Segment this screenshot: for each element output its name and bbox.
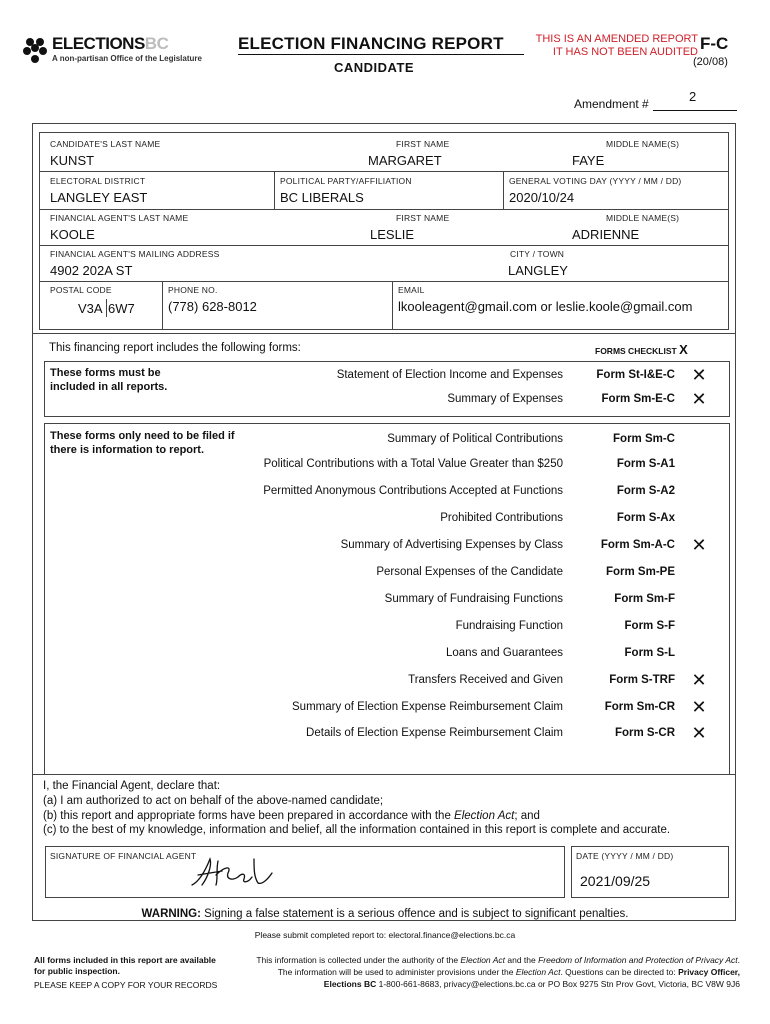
checklist-form-code: Form Sm-PE — [605, 566, 675, 578]
checklist-form-name: Details of Election Expense Reimbursement Claim — [306, 727, 563, 739]
checklist-form-code: Form Sm-F — [614, 593, 675, 605]
postal-code-label: POSTAL CODE — [50, 285, 112, 295]
district-field[interactable]: LANGLEY EAST — [50, 190, 148, 205]
agent-city-field[interactable]: LANGLEY — [508, 263, 568, 278]
candidate-last-name-label: CANDIDATE'S LAST NAME — [50, 139, 161, 149]
date-box[interactable] — [571, 846, 729, 898]
checklist-form-code: Form Sm-C — [613, 433, 675, 445]
agent-address-field[interactable]: 4902 202A ST — [50, 263, 133, 278]
voting-day-label: GENERAL VOTING DAY (YYYY / MM / DD) — [509, 176, 682, 186]
checklist-form-code: Form S-A2 — [616, 485, 675, 497]
logo-wordmark: ELECTIONSBC — [52, 34, 169, 53]
candidate-first-name-label: FIRST NAME — [396, 139, 450, 149]
agent-last-name-label: FINANCIAL AGENT'S LAST NAME — [50, 213, 189, 223]
logo-emblem-icon — [22, 36, 48, 64]
forms-checklist-header: FORMS CHECKLIST X — [595, 342, 688, 357]
declaration-intro: I, the Financial Agent, declare that: — [43, 780, 221, 792]
postal-code-part2[interactable]: 6W7 — [108, 301, 135, 316]
checklist-form-name: Fundraising Function — [455, 620, 563, 632]
signature-image — [188, 855, 278, 891]
agent-last-name-field[interactable]: KOOLE — [50, 227, 95, 242]
email-label: EMAIL — [398, 285, 425, 295]
checklist-form-name: Summary of Political Contributions — [387, 433, 563, 445]
report-frame — [32, 123, 736, 921]
declaration-b: (b) this report and appropriate forms have been prepared in accordance with the Election Act; and — [43, 810, 540, 822]
phone-field[interactable]: (778) 628-8012 — [168, 299, 257, 314]
phone-label: PHONE NO. — [168, 285, 218, 295]
postal-code-part1[interactable]: V3A — [78, 301, 103, 316]
amendment-label: Amendment # — [574, 97, 649, 111]
candidate-agent-section — [39, 132, 729, 330]
voting-day-field[interactable]: 2020/10/24 — [509, 190, 575, 205]
checklist-form-code: Form S-Ax — [616, 512, 675, 524]
date-field[interactable]: 2021/09/25 — [580, 873, 651, 889]
declaration-c: (c) to the best of my knowledge, information and belief, all the information contained in this report is complete and accurate. — [43, 824, 671, 836]
amended-notice: THIS IS AN AMENDED REPORT IT HAS NOT BEEN AUDITED — [535, 33, 698, 58]
checklist-form-name: Transfers Received and Given — [408, 674, 563, 686]
checklist-checkbox[interactable]: ✕ — [691, 365, 707, 385]
checklist-form-code: Form S-L — [624, 647, 675, 659]
footer-keep-copy: PLEASE KEEP A COPY FOR YOUR RECORDS — [34, 980, 218, 990]
amendment-field-line — [653, 110, 737, 111]
checklist-form-code: Form St-I&E-C — [596, 369, 675, 381]
amendment-field[interactable]: 2 — [689, 89, 697, 104]
checklist-form-name: Summary of Election Expense Reimbursement Claim — [292, 701, 563, 713]
signature-label: SIGNATURE OF FINANCIAL AGENT — [50, 851, 197, 861]
checklist-form-code: Form S-CR — [614, 727, 675, 739]
checklist-form-name: Permitted Anonymous Contributions Accepted at Functions — [263, 485, 563, 497]
checklist-form-name: Prohibited Contributions — [440, 512, 563, 524]
title-underline — [238, 54, 524, 55]
email-field[interactable]: lkooleagent@gmail.com or leslie.koole@gmail.com — [398, 299, 693, 314]
form-code: F-C — [700, 34, 729, 53]
checklist-intro: This financing report includes the following forms: — [49, 342, 301, 354]
agent-middle-name-field[interactable]: ADRIENNE — [572, 227, 640, 242]
submit-instructions: Please submit completed report to: electoral.finance@elections.bc.ca — [254, 930, 516, 940]
checklist-form-code: Form S-A1 — [616, 458, 675, 470]
checklist-form-name: Political Contributions with a Total Value Greater than $250 — [263, 458, 563, 470]
checklist-form-code: Form S-F — [624, 620, 675, 632]
form-version: (20/08) — [693, 56, 728, 68]
candidate-first-name-field[interactable]: MARGARET — [368, 153, 442, 168]
logo-tagline: A non-partisan Office of the Legislature — [52, 54, 202, 63]
optional-forms-note: These forms only need to be filed if there is information to report. — [50, 430, 235, 456]
declaration-a: (a) I am authorized to act on behalf of the above-named candidate; — [43, 795, 384, 807]
checklist-checkbox[interactable]: ✕ — [691, 670, 707, 690]
agent-first-name-field[interactable]: LESLIE — [370, 227, 415, 242]
candidate-middle-name-label: MIDDLE NAME(S) — [606, 139, 680, 149]
page-subtitle: CANDIDATE — [334, 60, 415, 75]
checklist-checkbox[interactable]: ✕ — [691, 723, 707, 743]
checklist-form-code: Form Sm-CR — [604, 701, 675, 713]
checklist-checkbox[interactable]: ✕ — [691, 389, 707, 409]
checklist-form-name: Personal Expenses of the Candidate — [376, 566, 563, 578]
candidate-middle-name-field[interactable]: FAYE — [572, 153, 605, 168]
privacy-notice-line2: The information will be used to administer provisions under the Election Act. Questions can be directed to: Privacy Officer, — [277, 967, 740, 977]
privacy-notice-line1: This information is collected under the authority of the Election Act and the Freedom of Information and Protection of Privacy Act. — [256, 955, 740, 965]
required-forms-note: These forms must be included in all reports. — [50, 367, 168, 393]
agent-middle-name-label: MIDDLE NAME(S) — [606, 213, 680, 223]
checklist-form-name: Loans and Guarantees — [445, 647, 563, 659]
signature-box[interactable] — [45, 846, 565, 898]
candidate-last-name-field[interactable]: KUNST — [50, 153, 95, 168]
footer-public-line2: for public inspection. — [34, 966, 120, 976]
checklist-form-name: Summary of Expenses — [447, 393, 563, 405]
district-label: ELECTORAL DISTRICT — [50, 176, 146, 186]
checklist-form-code: Form S-TRF — [609, 674, 675, 686]
checklist-checkbox[interactable]: ✕ — [691, 535, 707, 555]
privacy-notice-line3: Elections BC 1-800-661-8683, privacy@elections.bc.ca or PO Box 9275 Stn Prov Govt, Victoria, BC V8W 9J6 — [323, 979, 740, 989]
party-label: POLITICAL PARTY/AFFILIATION — [280, 176, 412, 186]
elections-bc-logo — [22, 34, 222, 74]
checklist-form-code: Form Sm-A-C — [600, 539, 675, 551]
checklist-form-name: Summary of Advertising Expenses by Class — [340, 539, 563, 551]
date-label: DATE (YYYY / MM / DD) — [576, 851, 674, 861]
warning-text: WARNING: Signing a false statement is a serious offence and is subject to significant penalties. — [141, 908, 629, 920]
checklist-form-name: Statement of Election Income and Expenses — [336, 369, 563, 381]
footer-public-line1: All forms included in this report are available — [34, 955, 216, 965]
checklist-form-code: Form Sm-E-C — [601, 393, 675, 405]
agent-first-name-label: FIRST NAME — [396, 213, 450, 223]
checklist-form-name: Summary of Fundraising Functions — [384, 593, 563, 605]
page-title: ELECTION FINANCING REPORT — [238, 34, 504, 53]
checklist-checkbox[interactable]: ✕ — [691, 697, 707, 717]
party-field[interactable]: BC LIBERALS — [280, 190, 364, 205]
agent-address-label: FINANCIAL AGENT'S MAILING ADDRESS — [50, 249, 220, 259]
agent-city-label: CITY / TOWN — [510, 249, 565, 259]
